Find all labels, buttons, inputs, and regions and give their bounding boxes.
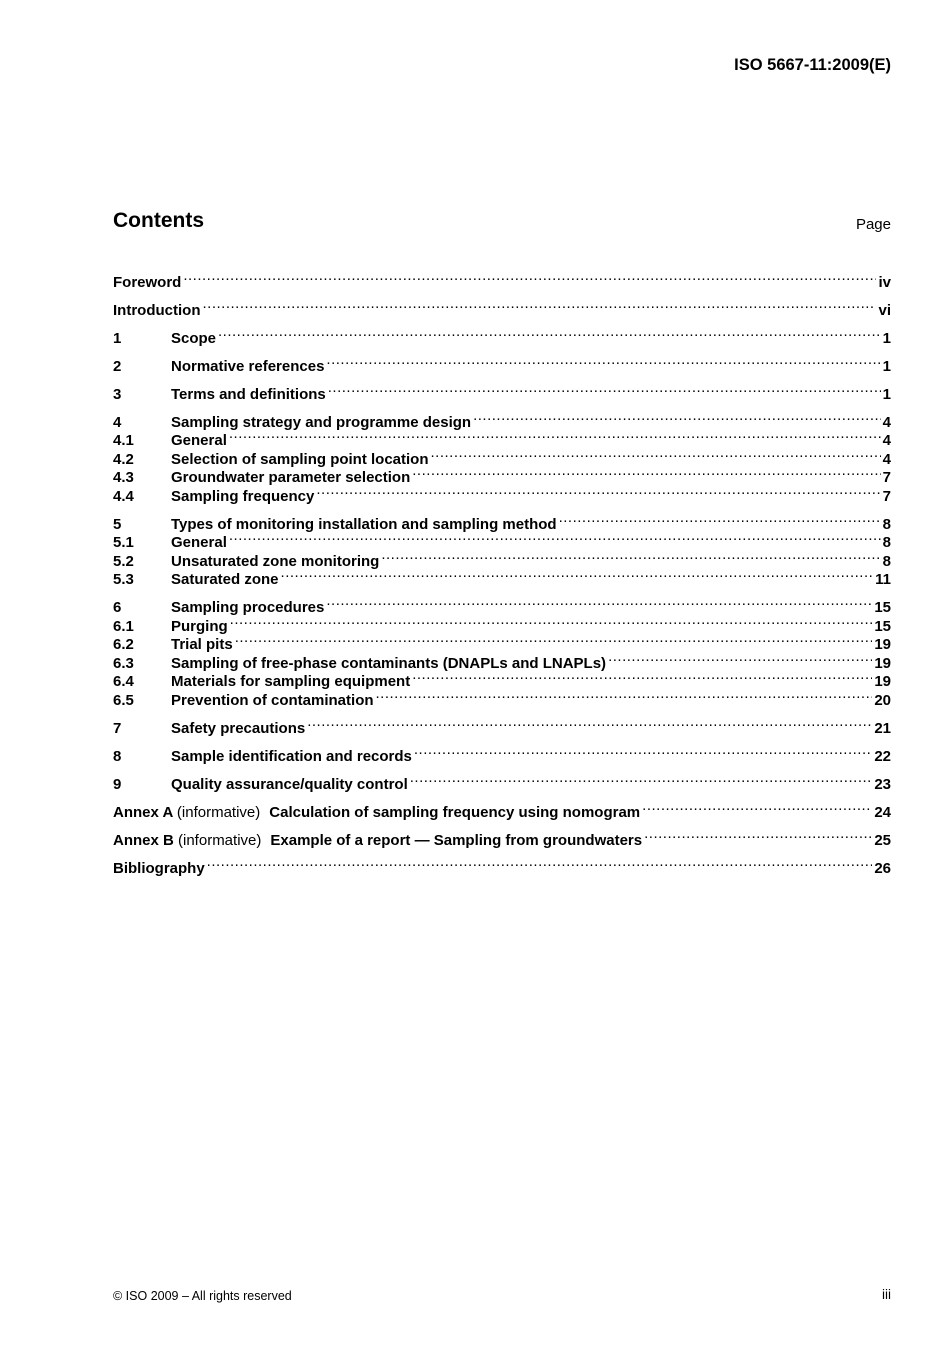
dot-leader	[412, 464, 880, 483]
toc-entry-page: 1	[882, 357, 891, 375]
toc-entry-label: General	[171, 432, 227, 449]
toc-entry-page: 1	[882, 329, 891, 347]
toc-entry-number: 5	[113, 515, 122, 533]
dot-leader	[414, 742, 872, 761]
toc-entry-6-2[interactable]	[113, 631, 891, 653]
toc-entry-introduction[interactable]	[113, 296, 891, 319]
toc-entry-label: Quality assurance/quality control	[171, 775, 408, 793]
toc-entry-page: 4	[882, 450, 891, 468]
annex-prefix	[113, 804, 269, 821]
dot-leader	[473, 408, 881, 427]
toc-entry-page: 24	[874, 803, 891, 821]
toc-entry-label: Materials for sampling equipment	[171, 673, 411, 690]
toc-entry-number: 7	[113, 719, 122, 737]
dot-leader	[376, 686, 873, 705]
annex-kind: (informative)	[176, 803, 261, 821]
toc-entry-9[interactable]	[113, 770, 891, 793]
toc-entry-label: Unsaturated zone monitoring	[171, 552, 380, 570]
toc-entry-page: 4	[882, 432, 891, 449]
toc-entry-2[interactable]	[113, 352, 891, 375]
header-standard-ref: ISO 5667-11:2009(E)	[734, 56, 891, 74]
toc-entry-page: 11	[875, 571, 891, 588]
footer-copyright: © ISO 2009 – All rights reserved	[113, 1289, 292, 1303]
dot-leader	[207, 854, 873, 873]
dot-leader	[431, 445, 881, 464]
toc-entry-label: Saturated zone	[171, 571, 279, 588]
toc-entry-label: Calculation of sampling frequency using nomogram	[269, 803, 641, 821]
toc-entry-label: Sampling strategy and programme design	[171, 413, 472, 431]
toc-entry-label: Purging	[171, 617, 228, 635]
toc-entry-page: 8	[882, 534, 891, 551]
toc-entry-label: Terms and definitions	[171, 385, 326, 403]
contents-title: Contents	[113, 209, 204, 232]
toc-entry-number: 6.2	[113, 636, 134, 653]
toc-entry-number: 6	[113, 599, 122, 616]
toc-entry-label: Groundwater parameter selection	[171, 469, 411, 486]
dot-leader	[281, 566, 874, 585]
dot-leader	[307, 714, 872, 733]
toc-entry-7[interactable]	[113, 714, 891, 737]
toc-entry-label: Selection of sampling point location	[171, 450, 429, 468]
toc-entry-label: Trial pits	[171, 636, 233, 653]
toc-entry-page: 1	[882, 385, 891, 403]
toc-entry-page: 7	[882, 487, 891, 505]
toc-entry-number: 9	[113, 775, 122, 793]
toc-entry-4-2[interactable]	[113, 445, 891, 468]
toc-entry-label: Bibliography	[113, 859, 205, 877]
annex-prefix	[113, 832, 270, 849]
toc-entry-page: vi	[878, 301, 891, 319]
dot-leader	[644, 826, 872, 845]
toc-entry-page: iv	[878, 273, 891, 291]
toc-entry-number: 5.3	[113, 571, 134, 588]
toc-entry-label: Sampling of free-phase contaminants (DNAPLs and LNAPLs)	[171, 654, 607, 672]
toc-entry-number: 4.4	[113, 487, 134, 505]
toc-entry-label: Introduction	[113, 301, 201, 319]
dot-leader	[229, 427, 881, 446]
annex-kind: (informative)	[178, 831, 262, 849]
toc-entry-number: 4.1	[113, 432, 134, 449]
dot-leader	[642, 798, 872, 817]
toc-entry-number: 5.2	[113, 552, 134, 570]
toc-entry-page: 8	[882, 552, 891, 570]
toc-entry-number: 6.5	[113, 691, 134, 709]
dot-leader	[230, 612, 873, 631]
toc-entry-annex-a[interactable]	[113, 798, 891, 821]
toc-entry-number: 5.1	[113, 534, 134, 551]
toc-entry-number: 4.2	[113, 450, 134, 468]
toc-entry-number: 6.1	[113, 617, 134, 635]
toc-entry-label: Sampling procedures	[171, 599, 325, 616]
toc-entry-label: General	[171, 534, 227, 551]
toc-entry-page: 7	[882, 469, 891, 486]
toc-entry-4-1[interactable]	[113, 427, 891, 449]
toc-entry-6[interactable]	[113, 594, 891, 616]
toc-entry-number: 8	[113, 747, 122, 765]
dot-leader	[316, 482, 880, 501]
toc-entry-foreword[interactable]	[113, 268, 891, 291]
toc-entry-1[interactable]	[113, 324, 891, 347]
toc-entry-page: 19	[874, 636, 891, 653]
toc-entry-page: 25	[874, 831, 891, 849]
dot-leader	[326, 352, 880, 371]
toc-entry-8[interactable]	[113, 742, 891, 765]
toc-entry-label: Foreword	[113, 273, 182, 291]
table-of-contents	[113, 268, 891, 877]
toc-entry-page: 19	[874, 673, 891, 690]
toc-entry-number: 2	[113, 357, 122, 375]
toc-entry-page: 19	[874, 654, 891, 672]
toc-entry-label: Prevention of contamination	[171, 691, 374, 709]
dot-leader	[410, 770, 873, 789]
toc-entry-page: 21	[874, 719, 891, 737]
dot-leader	[229, 529, 881, 548]
toc-entry-annex-b[interactable]	[113, 826, 891, 849]
annex-letter: Annex B	[113, 831, 174, 849]
toc-entry-bibliography[interactable]	[113, 854, 891, 877]
toc-entry-number: 6.3	[113, 654, 134, 672]
toc-entry-number: 4	[113, 413, 122, 431]
dot-leader	[218, 324, 881, 343]
dot-leader	[235, 631, 873, 650]
toc-entry-label: Sample identification and records	[171, 747, 412, 765]
toc-entry-number: 6.4	[113, 673, 134, 690]
dot-leader	[183, 268, 876, 287]
toc-entry-number: 3	[113, 385, 122, 403]
toc-entry-3[interactable]	[113, 380, 891, 403]
annex-letter: Annex A	[113, 803, 173, 821]
toc-entry-page: 4	[882, 413, 891, 431]
dot-leader	[559, 510, 881, 529]
toc-entry-5-2[interactable]	[113, 547, 891, 570]
dot-leader	[412, 668, 872, 687]
toc-entry-page: 8	[882, 515, 891, 533]
dot-leader	[328, 380, 881, 399]
footer-page-number: iii	[882, 1287, 891, 1302]
toc-entry-4[interactable]	[113, 408, 891, 431]
toc-entry-label: Types of monitoring installation and sampling method	[171, 515, 557, 533]
toc-entry-page: 26	[874, 859, 891, 877]
dot-leader	[326, 594, 872, 613]
toc-entry-page: 23	[874, 775, 891, 793]
toc-entry-number: 4.3	[113, 469, 134, 486]
toc-entry-label: Example of a report — Sampling from groundwaters	[270, 831, 643, 849]
toc-entry-5-1[interactable]	[113, 529, 891, 551]
toc-entry-label: Sampling frequency	[171, 487, 315, 505]
toc-entry-label: Normative references	[171, 357, 325, 375]
toc-entry-page: 20	[874, 691, 891, 709]
toc-entry-label: Safety precautions	[171, 719, 306, 737]
toc-entry-page: 15	[874, 617, 891, 635]
page-column-heading: Page	[855, 216, 891, 233]
toc-entry-number: 1	[113, 329, 122, 347]
toc-entry-label: Scope	[171, 329, 217, 347]
dot-leader	[608, 649, 872, 668]
toc-entry-page: 15	[874, 599, 891, 616]
toc-entry-6-1[interactable]	[113, 612, 891, 635]
toc-entry-5[interactable]	[113, 510, 891, 533]
dot-leader	[381, 547, 880, 566]
dot-leader	[202, 296, 876, 315]
toc-entry-page: 22	[874, 747, 891, 765]
